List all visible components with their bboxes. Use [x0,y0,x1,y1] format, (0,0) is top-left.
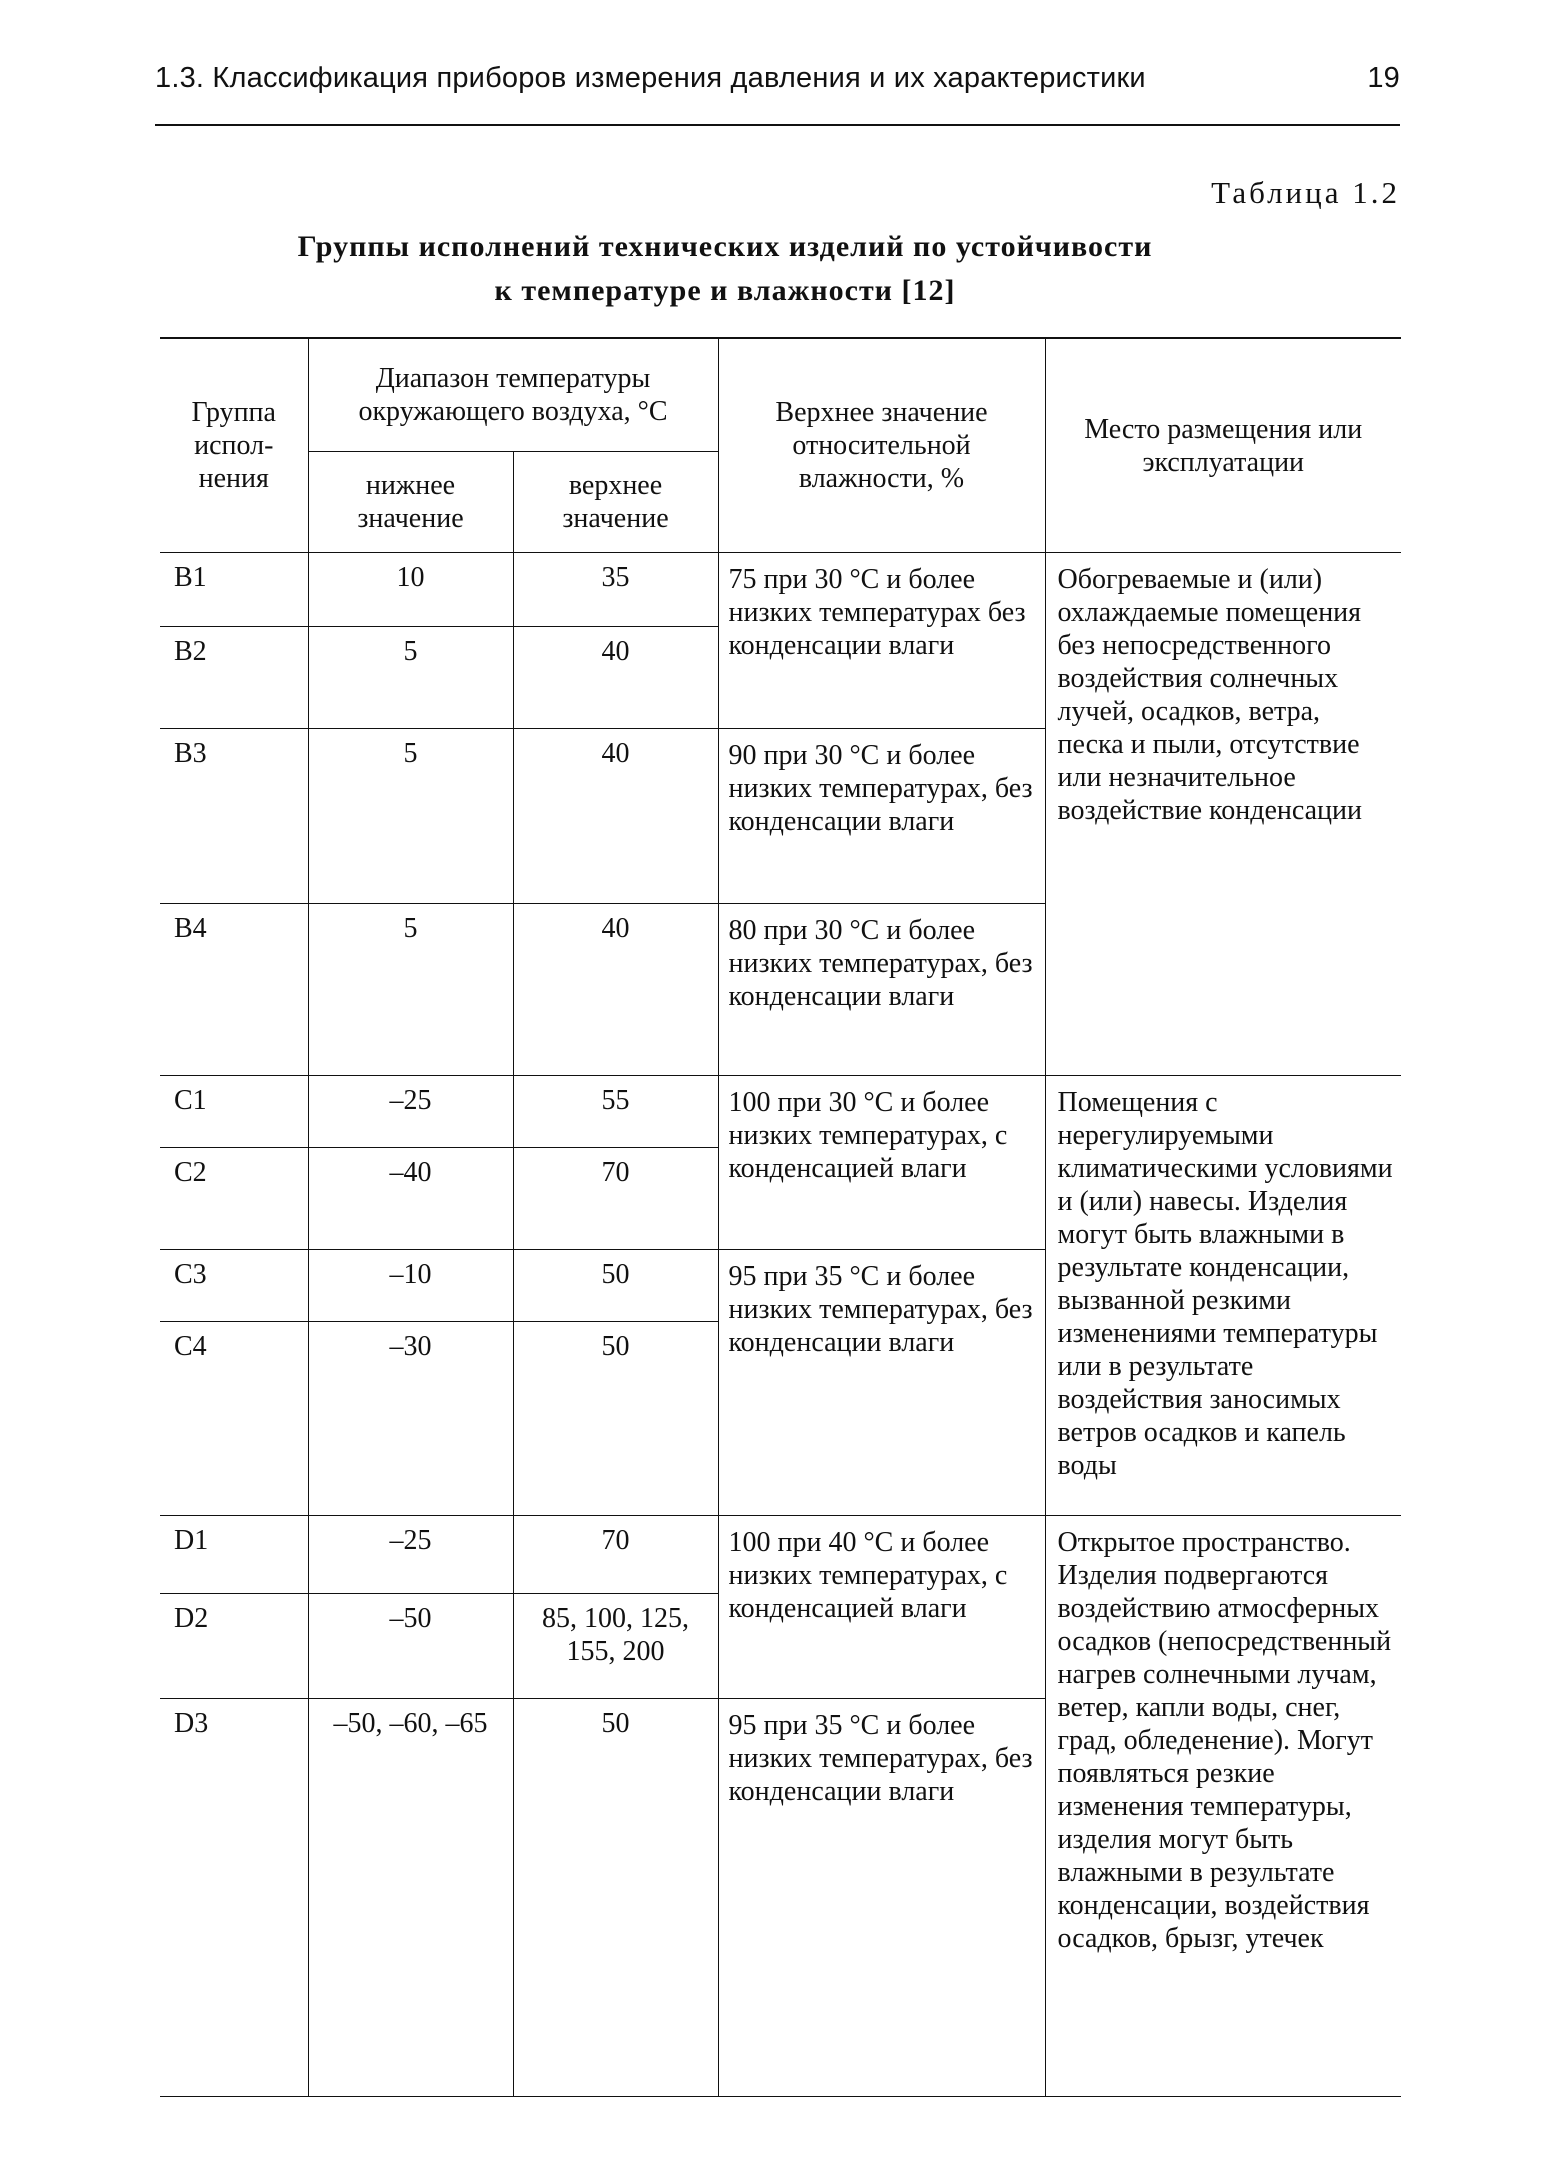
temp-low-value: –10 [308,1250,513,1322]
running-header [155,62,1400,95]
temp-high-value: 55 [513,1076,718,1148]
temp-low-value: –25 [308,1076,513,1148]
group-code: D2 [160,1594,308,1699]
temp-high-value: 70 [513,1516,718,1594]
col-header-group: Группа испол-нения [160,338,308,553]
group-code: D1 [160,1516,308,1594]
temp-high-value: 50 [513,1699,718,2097]
placement-cell-b: Обогреваемые и (или) охлаждаемые помещения без непосредственного воздействия солнечных лучей, осадков, ветра, песка и пыли, отсутствие или незначительное воздействие конденсации [1045,553,1401,1076]
group-code: B3 [160,729,308,904]
group-code: C4 [160,1322,308,1516]
table-label: Таблица 1.2 [1211,175,1400,210]
temp-high-value: 40 [513,729,718,904]
humidity-cell: 100 при 40 °С и более низких температурах, с конденсацией влаги [718,1516,1045,1699]
temp-low-value: 5 [308,904,513,1076]
humidity-cell: 95 при 35 °С и более низких температурах, без конденсации влаги [718,1699,1045,2097]
placement-cell-c: Помещения с нерегулируемыми климатическими условиями и (или) навесы. Изделия могут быть влажными в результате конденсации, вызванной резкими изменениями температуры или в результате воздействия заносимых ветров осадков и капель воды [1045,1076,1401,1516]
group-code: B2 [160,627,308,729]
group-code: B1 [160,553,308,627]
temp-low-value: 10 [308,553,513,627]
humidity-cell: 90 при 30 °С и более низких температурах, без конденсации влаги [718,729,1045,904]
group-code: D3 [160,1699,308,2097]
table-row [160,1516,1401,1594]
temp-low-value: –40 [308,1148,513,1250]
temp-low-value: 5 [308,627,513,729]
temp-high-value: 35 [513,553,718,627]
placement-cell-d: Открытое пространство. Изделия подвергаются воздействию атмосферных осадков (непосредственный нагрев солнечными лучам, ветер, капли воды, снег, град, обледенение). Могут появляться резкие изменения температуры, изделия могут быть влажными в результате конденсации, воздействия осадков, брызг, утечек [1045,1516,1401,2097]
group-code: C3 [160,1250,308,1322]
temp-high-value: 50 [513,1250,718,1322]
temp-low-value: –25 [308,1516,513,1594]
group-code: C1 [160,1076,308,1148]
table-row [160,553,1401,627]
temp-high-value: 50 [513,1322,718,1516]
temp-low-value: 5 [308,729,513,904]
humidity-cell: 95 при 35 °С и более низких температурах, без конденсации влаги [718,1250,1045,1516]
temp-low-value: –50, –60, –65 [308,1699,513,2097]
running-title: 1.3. Классификация приборов измерения давления и их характеристики [155,62,1146,94]
header-rule [155,124,1400,126]
group-code: C2 [160,1148,308,1250]
col-header-temp-low: нижнее значение [308,452,513,553]
table-title-line-1: Группы исполнений технических изделий по устойчивости [297,230,1153,263]
col-header-placement: Место размещения или эксплуатации [1045,338,1401,553]
temp-high-value: 40 [513,904,718,1076]
table-row [160,1076,1401,1148]
group-code: B4 [160,904,308,1076]
humidity-cell: 100 при 30 °С и более низких температурах, с конденсацией влаги [718,1076,1045,1250]
temp-high-value: 70 [513,1148,718,1250]
temp-high-value: 85, 100, 125, 155, 200 [513,1594,718,1699]
col-header-temp-high: верхнее значение [513,452,718,553]
table-title [160,225,1290,313]
temp-low-value: –30 [308,1322,513,1516]
page-number: 19 [1367,62,1400,94]
climate-groups-table [160,337,1401,2097]
humidity-cell: 75 при 30 °С и более низких температурах без конденсации влаги [718,553,1045,729]
humidity-cell: 80 при 30 °С и более низких температурах, без конденсации влаги [718,904,1045,1076]
table-title-line-2: к температуре и влажности [12] [494,274,956,307]
temp-high-value: 40 [513,627,718,729]
col-header-temp-range: Диапазон температуры окружающего воздуха, °С [308,338,718,452]
col-header-humidity: Верхнее значение относительной влажности, % [718,338,1045,553]
temp-low-value: –50 [308,1594,513,1699]
